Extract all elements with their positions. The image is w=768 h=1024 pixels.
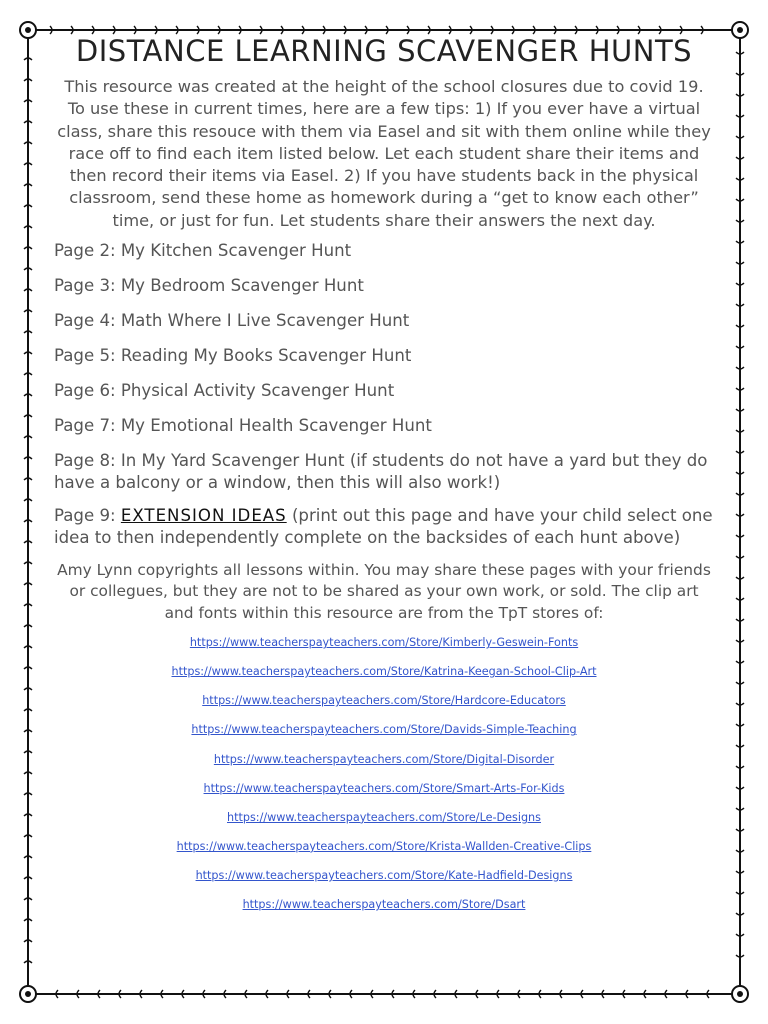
store-link-hardcore-educators[interactable]: https://www.teacherspayteachers.com/Store/Hardcore-Educators xyxy=(202,694,566,708)
store-link-kimberly-geswein-fonts[interactable]: https://www.teacherspayteachers.com/Store/Kimberly-Geswein-Fonts xyxy=(189,636,579,650)
store-link-katrina-keegan[interactable]: https://www.teacherspayteachers.com/Store/Katrina-Keegan-School-Clip-Art xyxy=(171,665,597,679)
copyright-notice: Amy Lynn copyrights all lessons within. You may share these pages with your friends or collegues, but they are not to be shared as your own work, or sold. The clip art and fonts within this resource are from the TpT stores of: xyxy=(57,560,711,622)
extension-ideas-link[interactable]: EXTENSION IDEAS xyxy=(120,505,287,525)
store-link-krista-wallden[interactable]: https://www.teacherspayteachers.com/Store/Krista-Wallden-Creative-Clips xyxy=(176,839,592,853)
store-links xyxy=(54,628,714,919)
store-link-kate-hadfield[interactable]: https://www.teacherspayteachers.com/Store/Kate-Hadfield-Designs xyxy=(195,868,573,882)
page-item-3: Page 3: My Bedroom Scavenger Hunt xyxy=(54,276,364,296)
corner-ornament-dot xyxy=(25,27,31,33)
page-title: DISTANCE LEARNING SCAVENGER HUNTS xyxy=(75,34,693,68)
page-item-5: Page 5: Reading My Books Scavenger Hunt xyxy=(54,346,412,366)
corner-ornament-dot xyxy=(737,27,743,33)
page-item-4: Page 4: Math Where I Live Scavenger Hunt xyxy=(54,311,410,331)
store-link-le-designs[interactable]: https://www.teacherspayteachers.com/Store/Le-Designs xyxy=(227,810,541,824)
store-link-digital-disorder[interactable]: https://www.teacherspayteachers.com/Store/Digital-Disorder xyxy=(213,752,555,766)
page-list xyxy=(54,240,714,550)
store-link-dsart[interactable]: https://www.teacherspayteachers.com/Store/Dsart xyxy=(242,898,526,912)
corner-ornament-dot xyxy=(25,991,31,997)
intro-paragraph: This resource was created at the height of the school closures due to covid 19. To use these in current times, here are a few tips: 1) If you ever have a virtual class, share this resouce with them via Easel and sit with them online while they race off to find each item listed below. Let each student share their items and then record their items via Easel. 2) If you have students back in the physical classroom, send these home as homework during a “get to know each other” time, or just for fun. Let students share their answers the next day. xyxy=(57,77,711,230)
corner-ornament-dot xyxy=(737,991,743,997)
page-item-9 xyxy=(54,505,714,550)
page-item-6: Page 6: Physical Activity Scavenger Hunt xyxy=(54,381,395,401)
page-item-2: Page 2: My Kitchen Scavenger Hunt xyxy=(54,241,352,261)
page-9-description: (print out this page and have your child select one idea to then independently complete on the backsides of each hunt above) xyxy=(54,505,713,548)
page-item-8: Page 8: In My Yard Scavenger Hunt (if students do not have a yard but they do have a balcony or a window, then this will also work!) xyxy=(54,451,708,493)
store-link-smart-arts-for-kids[interactable]: https://www.teacherspayteachers.com/Store/Smart-Arts-For-Kids xyxy=(203,781,565,795)
page-content xyxy=(54,34,714,919)
page-item-7: Page 7: My Emotional Health Scavenger Hunt xyxy=(54,416,432,436)
page-9-prefix: Page 9: xyxy=(54,505,121,525)
store-link-davids-simple-teaching[interactable]: https://www.teacherspayteachers.com/Store/Davids-Simple-Teaching xyxy=(191,723,577,737)
